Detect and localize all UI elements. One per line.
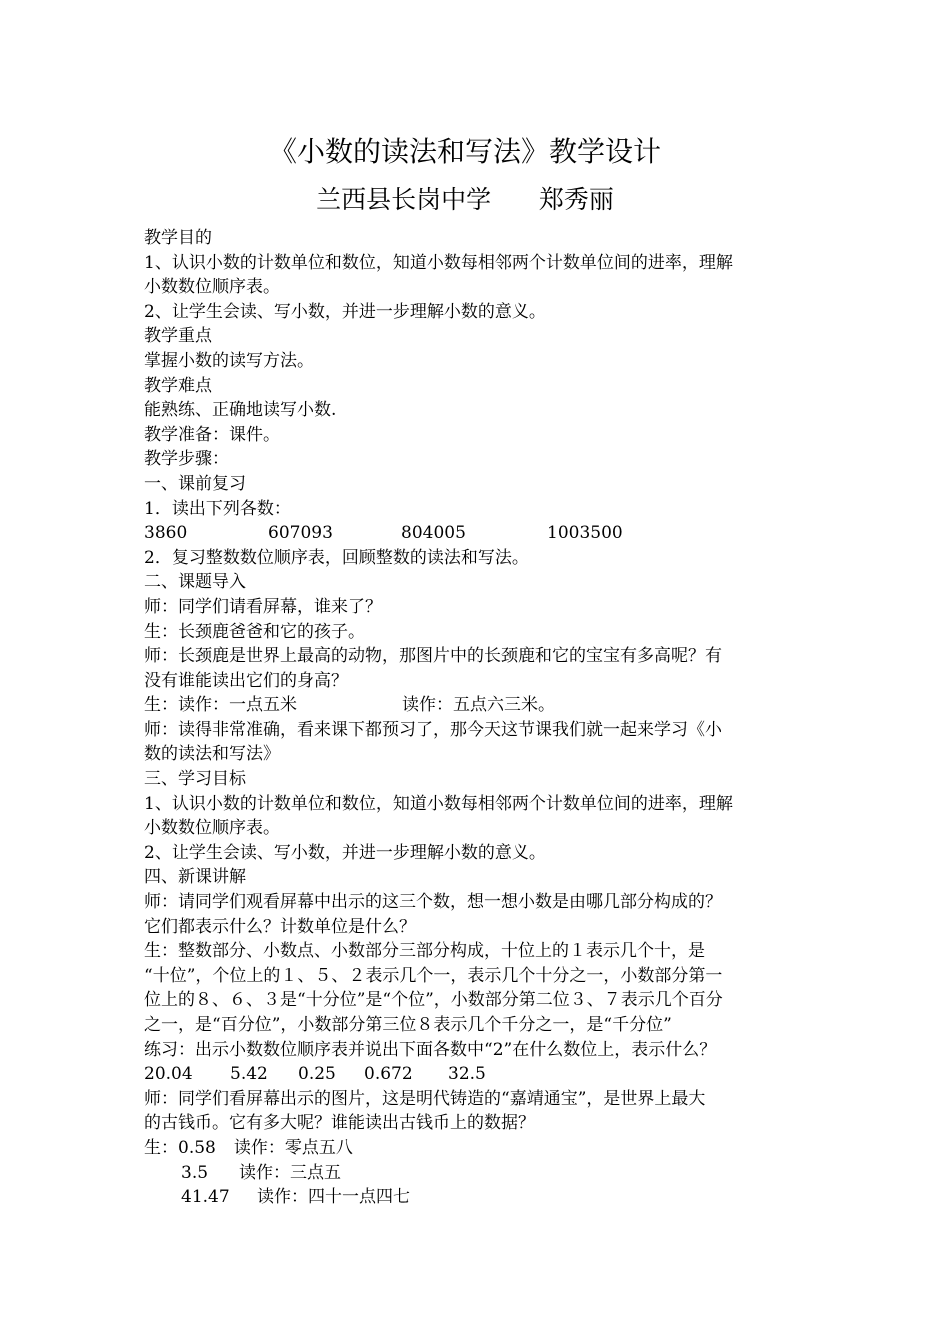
answer-prefix: 生： [144, 1137, 178, 1158]
text-block-coin [144, 1087, 814, 1136]
text-line: 二、课题导入 [144, 572, 246, 593]
text-line: 能熟练、正确地读写小数. [144, 400, 337, 421]
text-line: 练习：出示小数数位顺序表并说出下面各数中“2”在什么数位上，表示什么？ [144, 1039, 717, 1060]
decimal-item: 0.672 [364, 1064, 413, 1085]
reading-item: 读作：五点六三米。 [402, 695, 555, 716]
text-line: 师：请同学们观看屏幕中出示的这三个数，想一想小数是由哪几部分构成的？ [144, 892, 722, 913]
text-line: 掌握小数的读写方法。 [144, 350, 314, 371]
decimal-item: 5.42 [230, 1064, 268, 1085]
text-line: 1、认识小数的计数单位和数位，知道小数每相邻两个计数单位间的进率，理解 [144, 252, 733, 273]
text-line: 师：读得非常准确，看来课下都预习了，那今天这节课我们就一起来学习《小 [144, 719, 722, 740]
text-line: 生：整数部分、小数点、小数部分三部分构成，十位上的１表示几个十，是 [144, 941, 705, 962]
text-block-lesson [144, 718, 814, 1062]
number-item: 1003500 [547, 523, 623, 544]
text-block-intro [144, 546, 814, 694]
answer-reading: 读作：零点五八 [233, 1137, 353, 1158]
text-line: 师：同学们请看屏幕，谁来了？ [144, 596, 382, 617]
answer-number: 3.5 [181, 1162, 209, 1183]
document-body [144, 226, 814, 1210]
text-line: 2、让学生会读、写小数，并进一步理解小数的意义。 [144, 301, 546, 322]
text-line: 之一，是“百分位”，小数部分第三位８表示几个千分之一，是“千分位” [144, 1015, 672, 1035]
answer-number: 41.47 [181, 1187, 230, 1208]
text-line: 位上的８、６、３是“十分位”是“个位”，小数部分第二位３、７表示几个百分 [144, 990, 723, 1011]
decimals-row [144, 1062, 814, 1087]
text-line: 2、让学生会读、写小数，并进一步理解小数的意义。 [144, 842, 546, 863]
answer-reading: 读作：三点五 [239, 1162, 341, 1183]
text-line: 四、新课讲解 [144, 867, 246, 888]
text-line: 小数数位顺序表。 [144, 818, 280, 839]
text-line: 教学准备：课件。 [144, 424, 280, 445]
text-line: 生：长颈鹿爸爸和它的孩子。 [144, 621, 365, 642]
text-line: 教学步骤： [144, 449, 229, 470]
text-line: 1．读出下列各数： [144, 498, 291, 519]
decimal-item: 0.25 [298, 1064, 336, 1085]
text-line: 没有谁能读出它们的身高？ [144, 670, 348, 691]
document-title: 《小数的读法和写法》教学设计 [268, 135, 661, 168]
numbers-row [144, 521, 814, 546]
decimal-item: 20.04 [144, 1064, 193, 1085]
reading-item: 生：读作：一点五米 [144, 695, 297, 716]
text-line: “十位”，个位上的１、５、２表示几个一，表示几个十分之一，小数部分第一 [144, 965, 723, 986]
text-line: 教学目的 [144, 228, 212, 248]
text-line: 一、课前复习 [144, 473, 246, 494]
answer-line [144, 1136, 814, 1161]
number-item: 3860 [144, 523, 188, 544]
text-block-objectives [144, 226, 814, 521]
answer-line [144, 1185, 814, 1210]
number-item: 804005 [401, 523, 466, 544]
answer-reading: 读作：四十一点四七 [257, 1187, 410, 1208]
text-line: 三、学习目标 [144, 769, 246, 790]
text-line: 教学难点 [144, 375, 212, 396]
text-line: 的古钱币。它有多大呢？谁能读出古钱币上的数据？ [144, 1113, 535, 1134]
text-line: 教学重点 [144, 326, 212, 347]
answer-line [144, 1161, 814, 1186]
decimal-item: 32.5 [448, 1064, 486, 1085]
text-line: 2．复习整数数位顺序表，回顾整数的读法和写法。 [144, 547, 529, 568]
text-line: 它们都表示什么？计数单位是什么？ [144, 916, 416, 937]
document-subtitle: 兰西县长岗中学 郑秀丽 [316, 185, 614, 214]
answer-number: 0.58 [178, 1137, 216, 1158]
text-line: 数的读法和写法》 [144, 744, 280, 765]
reading-row [144, 693, 814, 718]
text-line: 师：长颈鹿是世界上最高的动物，那图片中的长颈鹿和它的宝宝有多高呢？有 [144, 646, 722, 667]
text-line: 1、认识小数的计数单位和数位，知道小数每相邻两个计数单位间的进率，理解 [144, 793, 733, 814]
text-line: 师：同学们看屏幕出示的图片，这是明代铸造的“嘉靖通宝”，是世界上最大 [144, 1088, 706, 1109]
text-line: 小数数位顺序表。 [144, 277, 280, 298]
number-item: 607093 [268, 523, 333, 544]
